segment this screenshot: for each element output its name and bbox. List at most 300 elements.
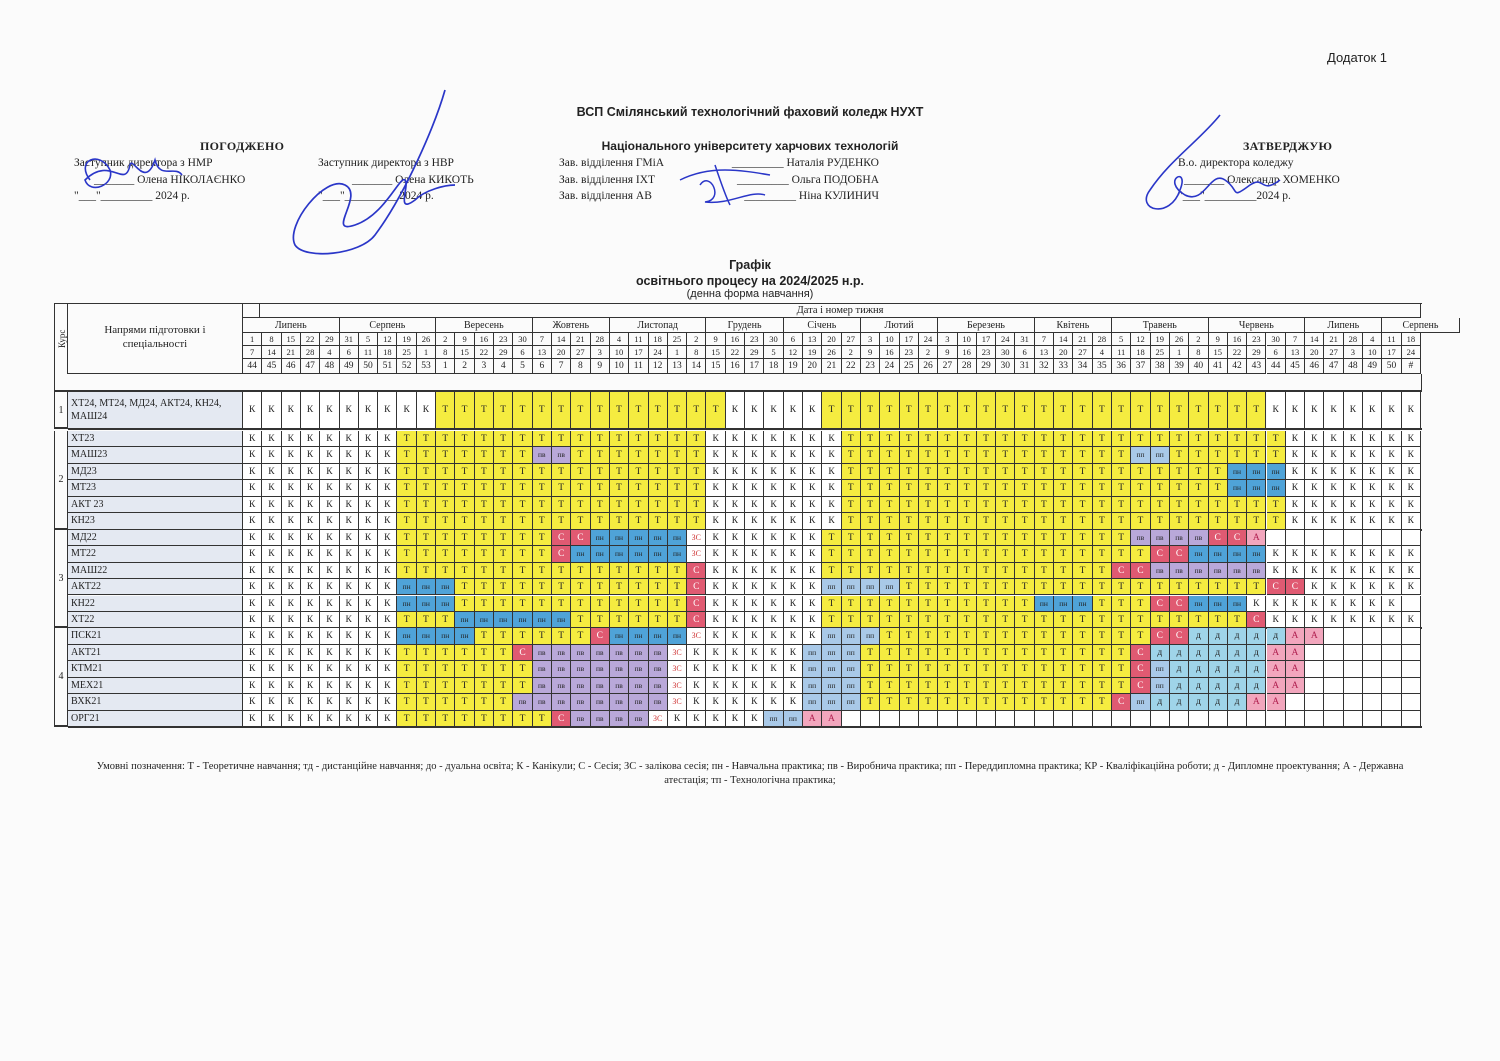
schedule-cell	[1402, 645, 1421, 661]
schedule-cell: д	[1228, 694, 1247, 710]
schedule-cell: Т	[900, 579, 919, 595]
schedule-cell: С	[1131, 645, 1150, 661]
schedule-cell: К	[301, 431, 320, 447]
schedule-cell: К	[359, 392, 378, 429]
schedule-cell	[1093, 711, 1112, 727]
schedule-cell: Т	[436, 612, 455, 628]
schedule-cell: К	[1344, 447, 1363, 463]
approved-role: В.о. директора коледжу	[1178, 157, 1294, 169]
schedule-cell: К	[243, 392, 262, 429]
schedule-cell: д	[1189, 678, 1208, 694]
schedule-cell: Т	[1015, 530, 1034, 546]
date-end: 9	[938, 346, 957, 359]
schedule-cell: Т	[861, 447, 880, 463]
schedule-cell: Т	[938, 497, 957, 513]
schedule-cell: Т	[687, 497, 706, 513]
schedule-cell: Т	[919, 513, 938, 529]
schedule-cell: Т	[571, 447, 590, 463]
schedule-cell: К	[1402, 497, 1421, 513]
schedule-cell: К	[262, 661, 281, 677]
schedule-cell	[996, 711, 1015, 727]
week-number: 17	[745, 359, 764, 374]
specialty-header: Напрями підготовки і спеціальності	[68, 303, 243, 374]
schedule-cell: К	[340, 480, 359, 496]
schedule-cell: К	[378, 513, 397, 529]
schedule-cell: К	[301, 563, 320, 579]
schedule-cell: К	[397, 392, 416, 429]
schedule-cell: ЗС	[668, 645, 687, 661]
group-separator	[68, 428, 1422, 430]
schedule-cell: К	[1267, 392, 1286, 429]
schedule-cell	[958, 711, 977, 727]
schedule-cell: д	[1189, 694, 1208, 710]
schedule-cell: А	[822, 711, 841, 727]
schedule-cell: Т	[475, 497, 494, 513]
schedule-cell: Т	[861, 546, 880, 562]
schedule-cell: Т	[938, 563, 957, 579]
schedule-cell: Т	[861, 431, 880, 447]
schedule-cell: К	[726, 546, 745, 562]
schedule-cell: Т	[552, 497, 571, 513]
schedule-cell: Т	[610, 513, 629, 529]
schedule-cell: Т	[417, 711, 436, 727]
schedule-cell: Т	[436, 497, 455, 513]
schedule-cell: К	[1286, 513, 1305, 529]
schedule-cell: Т	[861, 530, 880, 546]
week-number: 12	[649, 359, 668, 374]
schedule-cell: Т	[1073, 392, 1092, 429]
specialty-name: ХТ24, МТ24, МД24, АКТ24, КН24, МАШ24	[68, 392, 243, 429]
schedule-cell: К	[301, 546, 320, 562]
schedule-cell: Т	[1054, 546, 1073, 562]
schedule-cell: д	[1228, 645, 1247, 661]
schedule-cell: К	[320, 645, 339, 661]
schedule-cell: Т	[919, 480, 938, 496]
schedule-cell: Т	[668, 579, 687, 595]
schedule-cell: Т	[610, 612, 629, 628]
schedule-cell: Т	[880, 513, 899, 529]
schedule-cell: К	[745, 711, 764, 727]
schedule-cell: К	[706, 645, 725, 661]
schedule-cell: пн	[417, 628, 436, 644]
schedule-cell: К	[378, 480, 397, 496]
schedule-cell	[1344, 530, 1363, 546]
schedule-cell: Т	[919, 596, 938, 612]
schedule-cell: Т	[842, 513, 861, 529]
week-number: 46	[282, 359, 301, 374]
schedule-cell: Т	[977, 628, 996, 644]
schedule-cell: К	[1363, 579, 1382, 595]
schedule-cell: Т	[475, 480, 494, 496]
week-number: 46	[1305, 359, 1324, 374]
schedule-cell	[1382, 530, 1401, 546]
schedule-cell: Т	[397, 645, 416, 661]
schedule-cell: К	[784, 513, 803, 529]
schedule-cell: К	[282, 447, 301, 463]
schedule-cell: Т	[1151, 513, 1170, 529]
schedule-cell: К	[340, 596, 359, 612]
schedule-cell: К	[745, 513, 764, 529]
schedule-cell: Т	[822, 563, 841, 579]
schedule-cell: Т	[900, 546, 919, 562]
schedule-cell: Т	[533, 480, 552, 496]
schedule-cell: Т	[668, 612, 687, 628]
schedule-cell: С	[687, 612, 706, 628]
schedule-cell: Т	[397, 661, 416, 677]
schedule-cell: Т	[494, 661, 513, 677]
schedule-cell	[1286, 711, 1305, 727]
schedule-cell: К	[262, 628, 281, 644]
schedule-cell: Т	[977, 447, 996, 463]
schedule-cell: Т	[533, 497, 552, 513]
schedule-cell	[1015, 711, 1034, 727]
schedule-cell: Т	[1054, 628, 1073, 644]
schedule-cell: Т	[513, 447, 532, 463]
schedule-cell: Т	[919, 392, 938, 429]
schedule-cell: К	[301, 579, 320, 595]
schedule-cell: Т	[1228, 579, 1247, 595]
schedule-cell: Т	[397, 497, 416, 513]
signature-director	[1130, 110, 1290, 220]
schedule-cell: С	[1112, 694, 1131, 710]
schedule-cell: Т	[571, 431, 590, 447]
schedule-cell: Т	[649, 513, 668, 529]
date-end: 27	[1073, 346, 1092, 359]
schedule-cell: С	[571, 530, 590, 546]
schedule-cell: Т	[1015, 480, 1034, 496]
schedule-cell: Т	[1112, 431, 1131, 447]
schedule-cell: Т	[494, 546, 513, 562]
month-header: Листопад	[610, 318, 707, 333]
schedule-cell: Т	[958, 464, 977, 480]
schedule-cell	[1363, 628, 1382, 644]
schedule-cell: Т	[1228, 513, 1247, 529]
schedule-cell: Т	[1170, 497, 1189, 513]
date-start: 10	[880, 333, 899, 346]
schedule-cell: Т	[1112, 612, 1131, 628]
schedule-cell: пн	[629, 628, 648, 644]
schedule-cell: К	[340, 497, 359, 513]
schedule-cell: К	[340, 546, 359, 562]
schedule-cell: К	[745, 392, 764, 429]
schedule-cell: Т	[919, 447, 938, 463]
schedule-cell: Т	[629, 431, 648, 447]
week-number: 40	[1189, 359, 1208, 374]
schedule-cell: Т	[996, 497, 1015, 513]
schedule-cell: К	[1324, 513, 1343, 529]
date-start: 19	[1151, 333, 1170, 346]
date-end: 11	[359, 346, 378, 359]
schedule-cell: Т	[475, 431, 494, 447]
schedule-cell: К	[1382, 596, 1401, 612]
schedule-cell: С	[1170, 546, 1189, 562]
schedule-cell: К	[282, 513, 301, 529]
schedule-cell: К	[764, 513, 783, 529]
date-start: 7	[1035, 333, 1054, 346]
schedule-cell: Т	[842, 392, 861, 429]
schedule-cell: Т	[1228, 431, 1247, 447]
schedule-cell: К	[282, 711, 301, 727]
schedule-cell: К	[745, 628, 764, 644]
course-number: 2	[54, 431, 68, 530]
schedule-cell: пв	[552, 645, 571, 661]
week-number: 50	[359, 359, 378, 374]
schedule-cell: Т	[1131, 513, 1150, 529]
schedule-cell: К	[301, 694, 320, 710]
week-number: 28	[958, 359, 977, 374]
schedule-cell: Т	[629, 612, 648, 628]
date-start: 28	[591, 333, 610, 346]
schedule-cell: Т	[1054, 447, 1073, 463]
date-start: 31	[340, 333, 359, 346]
schedule-cell: Т	[417, 563, 436, 579]
schedule-cell: Т	[1209, 497, 1228, 513]
week-number: 4	[494, 359, 513, 374]
schedule-cell: К	[378, 563, 397, 579]
schedule-cell: Т	[861, 513, 880, 529]
schedule-cell: К	[1382, 392, 1401, 429]
schedule-cell: Т	[494, 596, 513, 612]
schedule-cell: К	[706, 661, 725, 677]
schedule-cell: Т	[591, 480, 610, 496]
schedule-cell: Т	[513, 628, 532, 644]
schedule-cell: Т	[1189, 579, 1208, 595]
schedule-cell: К	[803, 530, 822, 546]
schedule-cell: Т	[533, 392, 552, 429]
schedule-cell: пн	[475, 612, 494, 628]
date-start: 10	[958, 333, 977, 346]
schedule-cell: К	[1344, 612, 1363, 628]
schedule-cell	[1035, 711, 1054, 727]
schedule-cell: пв	[610, 661, 629, 677]
schedule-cell: Т	[1054, 480, 1073, 496]
schedule-cell	[1402, 661, 1421, 677]
schedule-cell: К	[340, 563, 359, 579]
date-end: 13	[1286, 346, 1305, 359]
schedule-cell: Т	[1015, 392, 1034, 429]
schedule-cell	[1344, 628, 1363, 644]
schedule-cell: К	[243, 497, 262, 513]
schedule-cell: С	[552, 711, 571, 727]
date-start: 24	[919, 333, 938, 346]
week-number: 7	[552, 359, 571, 374]
schedule-cell: Т	[1054, 579, 1073, 595]
schedule-cell: К	[359, 447, 378, 463]
schedule-cell: К	[803, 447, 822, 463]
schedule-cell: Т	[842, 530, 861, 546]
schedule-cell: Т	[1189, 447, 1208, 463]
schedule-cell: д	[1209, 645, 1228, 661]
schedule-cell: К	[301, 711, 320, 727]
schedule-cell: К	[1344, 480, 1363, 496]
schedule-cell: Т	[900, 678, 919, 694]
appendix-label: Додаток 1	[1327, 50, 1387, 65]
schedule-cell: К	[784, 596, 803, 612]
schedule-cell: К	[1267, 596, 1286, 612]
schedule-cell: Т	[629, 447, 648, 463]
schedule-cell: Т	[977, 645, 996, 661]
schedule-cell: К	[764, 431, 783, 447]
schedule-cell: К	[282, 694, 301, 710]
schedule-cell: Т	[475, 563, 494, 579]
schedule-cell: Т	[1073, 661, 1092, 677]
schedule-cell	[1305, 661, 1324, 677]
date-end: 9	[861, 346, 880, 359]
signature-nmr	[70, 150, 190, 200]
schedule-cell: Т	[1131, 464, 1150, 480]
schedule-cell: А	[1267, 661, 1286, 677]
schedule-cell: пв	[552, 447, 571, 463]
week-number: 22	[842, 359, 861, 374]
schedule-cell: Т	[610, 497, 629, 513]
schedule-cell: Т	[958, 530, 977, 546]
month-header: Лютий	[861, 318, 938, 333]
schedule-cell: Т	[1035, 447, 1054, 463]
date-end: 25	[397, 346, 416, 359]
schedule-cell: К	[243, 480, 262, 496]
schedule-cell: Т	[900, 497, 919, 513]
schedule-cell: К	[726, 497, 745, 513]
schedule-title-line1: Графік	[729, 258, 771, 272]
schedule-cell: К	[1402, 579, 1421, 595]
schedule-cell: К	[803, 546, 822, 562]
date-start: 25	[668, 333, 687, 346]
schedule-cell: д	[1247, 628, 1266, 644]
date-end: 19	[803, 346, 822, 359]
schedule-cell: С	[513, 645, 532, 661]
schedule-cell: Т	[996, 464, 1015, 480]
schedule-cell: Т	[1247, 579, 1266, 595]
schedule-cell: Т	[513, 480, 532, 496]
schedule-cell: Т	[842, 497, 861, 513]
schedule-cell: Т	[958, 694, 977, 710]
schedule-cell: Т	[436, 530, 455, 546]
schedule-cell: Т	[475, 464, 494, 480]
schedule-cell: Т	[610, 480, 629, 496]
schedule-cell: пв	[591, 661, 610, 677]
schedule-cell: Т	[938, 513, 957, 529]
schedule-cell: К	[262, 530, 281, 546]
date-end: 4	[1093, 346, 1112, 359]
schedule-cell	[1363, 645, 1382, 661]
month-header: Липень	[1305, 318, 1382, 333]
week-number: 30	[996, 359, 1015, 374]
schedule-cell: пп	[842, 628, 861, 644]
date-end: 22	[475, 346, 494, 359]
schedule-cell: Т	[552, 579, 571, 595]
specialty-name: МД23	[68, 464, 243, 480]
schedule-cell: К	[1324, 497, 1343, 513]
schedule-cell: Т	[668, 392, 687, 429]
schedule-cell: пп	[861, 628, 880, 644]
schedule-cell: ЗС	[668, 661, 687, 677]
schedule-cell: С	[552, 546, 571, 562]
schedule-cell: К	[301, 678, 320, 694]
college-name: ВСП Смілянський технологічний фаховий коледж НУХТ	[576, 105, 924, 119]
schedule-cell: пв	[1131, 530, 1150, 546]
schedule-cell: Т	[417, 431, 436, 447]
schedule-cell: К	[822, 480, 841, 496]
schedule-cell: К	[726, 392, 745, 429]
schedule-cell: К	[282, 546, 301, 562]
schedule-cell: К	[1382, 431, 1401, 447]
schedule-cell: Т	[1035, 480, 1054, 496]
date-start: 30	[764, 333, 783, 346]
schedule-cell: К	[1382, 513, 1401, 529]
week-number: 32	[1035, 359, 1054, 374]
schedule-cell: Т	[475, 579, 494, 595]
month-header: Жовтень	[533, 318, 610, 333]
schedule-cell: Т	[1267, 513, 1286, 529]
schedule-cell: пв	[571, 694, 590, 710]
schedule-cell: С	[1131, 678, 1150, 694]
week-number: 8	[571, 359, 590, 374]
schedule-cell: К	[340, 645, 359, 661]
week-number: 41	[1209, 359, 1228, 374]
schedule-cell: К	[1344, 497, 1363, 513]
schedule-cell: Т	[1015, 612, 1034, 628]
schedule-cell: Т	[919, 645, 938, 661]
schedule-cell: Т	[1151, 612, 1170, 628]
date-start: 31	[1015, 333, 1034, 346]
schedule-cell: С	[1131, 563, 1150, 579]
schedule-cell: Т	[1170, 431, 1189, 447]
date-end: 22	[726, 346, 745, 359]
schedule-cell: Т	[1093, 447, 1112, 463]
schedule-cell: К	[340, 579, 359, 595]
schedule-cell: К	[1363, 480, 1382, 496]
schedule-cell: Т	[668, 596, 687, 612]
schedule-cell: Т	[900, 661, 919, 677]
week-number: 48	[320, 359, 339, 374]
week-number: 13	[668, 359, 687, 374]
schedule-cell: Т	[1035, 392, 1054, 429]
schedule-cell: К	[320, 678, 339, 694]
schedule-cell: пв	[610, 645, 629, 661]
schedule-cell: К	[706, 694, 725, 710]
schedule-cell: Т	[475, 694, 494, 710]
schedule-cell: Т	[513, 513, 532, 529]
schedule-cell: К	[1324, 612, 1343, 628]
schedule-cell: пп	[842, 661, 861, 677]
schedule-cell: Т	[900, 596, 919, 612]
schedule-cell: Т	[1247, 431, 1266, 447]
schedule-cell: Т	[649, 497, 668, 513]
schedule-cell: К	[726, 678, 745, 694]
date-header: Дата і номер тижня	[260, 303, 1421, 318]
schedule-cell: Т	[919, 694, 938, 710]
schedule-cell: К	[706, 464, 725, 480]
schedule-cell: Т	[1112, 596, 1131, 612]
week-number: 42	[1228, 359, 1247, 374]
schedule-cell: Т	[1209, 579, 1228, 595]
schedule-cell: Т	[417, 447, 436, 463]
schedule-cell: К	[745, 612, 764, 628]
schedule-cell: Т	[1054, 530, 1073, 546]
schedule-cell: Т	[571, 628, 590, 644]
schedule-cell: К	[745, 431, 764, 447]
schedule-cell: Т	[842, 480, 861, 496]
date-end: 17	[1382, 346, 1401, 359]
schedule-cell: Т	[938, 447, 957, 463]
schedule-cell: Т	[1093, 628, 1112, 644]
schedule-cell: Т	[571, 392, 590, 429]
schedule-cell: К	[726, 447, 745, 463]
date-end: 8	[1189, 346, 1208, 359]
schedule-cell: С	[1247, 612, 1266, 628]
schedule-cell: К	[745, 661, 764, 677]
schedule-cell: Т	[1035, 678, 1054, 694]
